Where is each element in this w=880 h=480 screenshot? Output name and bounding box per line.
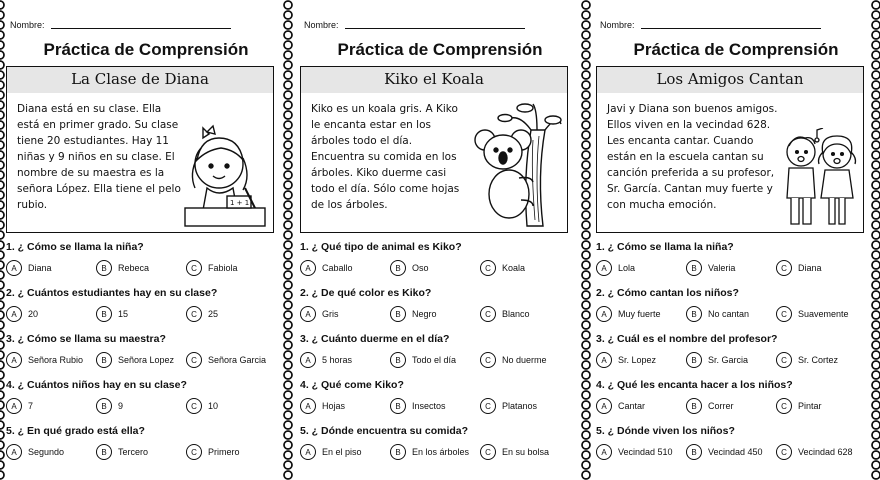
answer-bubble[interactable]: B — [96, 306, 112, 322]
answer-options — [300, 350, 574, 370]
question-text: 5. ¿ Dónde viven los niños? — [596, 425, 735, 437]
answer-option[interactable] — [776, 352, 866, 368]
answer-option[interactable] — [480, 398, 570, 414]
story-line: Kiko es un koala gris. A Kiko — [311, 103, 458, 115]
answer-label: Rebeca — [118, 263, 150, 273]
answer-label: Sr. Cortez — [798, 355, 839, 365]
chain-border-decoration — [580, 0, 592, 480]
answer-options — [6, 304, 280, 324]
answer-label: Cantar — [618, 401, 646, 411]
answer-bubble[interactable]: B — [96, 260, 112, 276]
story-line: con mucha emoción. — [607, 199, 717, 211]
story-box — [596, 93, 864, 233]
answer-label: Koala — [502, 263, 526, 273]
answer-label: Tercero — [118, 447, 149, 457]
question — [596, 286, 870, 332]
answer-option[interactable] — [186, 260, 276, 276]
girl-writing-icon — [183, 118, 269, 228]
answer-option[interactable] — [6, 306, 96, 322]
answer-bubble[interactable]: C — [776, 260, 792, 276]
answer-options — [596, 304, 870, 324]
answer-bubble[interactable]: A — [300, 306, 316, 322]
story-title: Los Amigos Cantan — [596, 66, 864, 94]
chain-border-decoration — [870, 0, 880, 480]
question-list — [6, 240, 280, 470]
answer-option[interactable] — [300, 306, 390, 322]
story-text — [311, 101, 483, 213]
answer-bubble[interactable]: C — [776, 398, 792, 414]
answer-bubble[interactable]: A — [596, 260, 612, 276]
answer-option[interactable] — [480, 260, 570, 276]
question — [6, 332, 280, 378]
answer-label: 25 — [208, 309, 219, 319]
answer-label: Señora Garcia — [208, 355, 267, 365]
story-line: tiene 20 estudiantes. Hay 11 — [17, 135, 169, 147]
answer-bubble[interactable]: B — [96, 352, 112, 368]
answer-options — [6, 350, 280, 370]
story-line: Diana está en su clase. Ella — [17, 103, 162, 115]
story-line: rubio. — [17, 199, 48, 211]
worksheet-la-clase-de-diana — [0, 0, 292, 480]
question-text: 1. ¿ Cómo se llama la niña? — [596, 241, 734, 253]
answer-label: En el piso — [322, 447, 362, 457]
question — [300, 332, 574, 378]
kids-singing-icon — [781, 128, 859, 228]
answer-option[interactable] — [390, 398, 480, 414]
question — [596, 332, 870, 378]
answer-bubble[interactable]: A — [6, 352, 22, 368]
question — [300, 424, 574, 470]
answer-bubble[interactable]: C — [480, 306, 496, 322]
answer-option[interactable] — [96, 352, 186, 368]
answer-options — [6, 258, 280, 278]
answer-bubble[interactable]: A — [6, 444, 22, 460]
story-text — [17, 101, 189, 213]
answer-option[interactable] — [480, 444, 570, 460]
answer-label: Pintar — [798, 401, 822, 411]
koala-on-tree-icon — [471, 100, 563, 228]
answer-option[interactable] — [776, 444, 866, 460]
question — [596, 240, 870, 286]
answer-option[interactable] — [186, 352, 276, 368]
answer-bubble[interactable]: A — [596, 306, 612, 322]
answer-option[interactable] — [186, 306, 276, 322]
story-line: está en primer grado. Su clase — [17, 119, 179, 131]
story-line: señora López. Ella tiene el pelo — [17, 183, 181, 195]
answer-label: Primero — [208, 447, 240, 457]
answer-label: Insectos — [412, 401, 446, 411]
question — [300, 378, 574, 424]
answer-bubble[interactable]: C — [776, 352, 792, 368]
chain-border-decoration — [282, 0, 294, 480]
question-text: 3. ¿ Cómo se llama su maestra? — [6, 333, 166, 345]
answer-bubble[interactable]: C — [186, 444, 202, 460]
answer-label: Todo el día — [412, 355, 457, 365]
question-text: 3. ¿ Cuál es el nombre del profesor? — [596, 333, 778, 345]
answer-option[interactable] — [596, 398, 686, 414]
answer-label: No cantan — [708, 309, 750, 319]
answer-label: Valeria — [708, 263, 736, 273]
answer-option[interactable] — [776, 306, 866, 322]
question-text: 2. ¿ De qué color es Kiko? — [300, 287, 432, 299]
answer-label: Suavemente — [798, 309, 849, 319]
answer-label: Blanco — [502, 309, 530, 319]
answer-option[interactable] — [96, 398, 186, 414]
answer-label: Gris — [322, 309, 339, 319]
answer-bubble[interactable]: C — [776, 306, 792, 322]
answer-bubble[interactable]: A — [6, 306, 22, 322]
question-text: 1. ¿ Qué tipo de animal es Kiko? — [300, 241, 462, 253]
answer-option[interactable] — [390, 352, 480, 368]
answer-option[interactable] — [686, 398, 776, 414]
question-text: 4. ¿ Cuántos niños hay en su clase? — [6, 379, 187, 391]
answer-option[interactable] — [6, 444, 96, 460]
worksheet-heading: Práctica de Comprensión — [43, 40, 249, 59]
answer-bubble[interactable]: C — [186, 352, 202, 368]
story-line: de los árboles. — [311, 199, 388, 211]
story-box — [300, 93, 568, 233]
answer-option[interactable] — [390, 260, 480, 276]
name-label: Nombre: — [304, 20, 339, 30]
question-text: 2. ¿ Cómo cantan los niños? — [596, 287, 739, 299]
answer-bubble[interactable]: B — [390, 398, 406, 414]
answer-bubble[interactable]: A — [300, 260, 316, 276]
answer-option[interactable] — [686, 306, 776, 322]
answer-label: Correr — [708, 401, 734, 411]
question-text: 4. ¿ Qué les encanta hacer a los niños? — [596, 379, 793, 391]
answer-label: Vecindad 510 — [618, 447, 673, 457]
answer-label: Vecindad 628 — [798, 447, 853, 457]
answer-label: Platanos — [502, 401, 538, 411]
answer-bubble[interactable]: A — [596, 444, 612, 460]
answer-option[interactable] — [596, 306, 686, 322]
answer-label: Negro — [412, 309, 437, 319]
answer-option[interactable] — [96, 306, 186, 322]
answer-bubble[interactable]: B — [686, 260, 702, 276]
story-line: árboles todo el día. — [311, 135, 413, 147]
story-title: La Clase de Diana — [6, 66, 274, 94]
answer-options — [596, 258, 870, 278]
answer-label: Sr. Lopez — [618, 355, 657, 365]
answer-option[interactable] — [390, 444, 480, 460]
name-line[interactable] — [345, 28, 525, 29]
answer-option[interactable] — [6, 260, 96, 276]
answer-option[interactable] — [596, 260, 686, 276]
question-list — [300, 240, 574, 470]
answer-bubble[interactable]: B — [96, 398, 112, 414]
story-text — [607, 101, 792, 213]
name-label: Nombre: — [600, 20, 635, 30]
answer-bubble[interactable]: B — [686, 306, 702, 322]
answer-bubble[interactable]: C — [186, 306, 202, 322]
answer-option[interactable] — [776, 398, 866, 414]
story-box — [6, 93, 274, 233]
answer-label: 20 — [28, 309, 39, 319]
answer-option[interactable] — [96, 260, 186, 276]
answer-bubble[interactable]: C — [776, 444, 792, 460]
answer-bubble[interactable]: B — [686, 398, 702, 414]
answer-option[interactable] — [596, 352, 686, 368]
answer-bubble[interactable]: B — [390, 306, 406, 322]
answer-option[interactable] — [686, 352, 776, 368]
answer-options — [300, 258, 574, 278]
answer-bubble[interactable]: A — [6, 398, 22, 414]
story-line: Les encanta cantar. Cuando — [607, 135, 754, 147]
answer-bubble[interactable]: C — [480, 398, 496, 414]
story-line: le encanta estar en los — [311, 119, 431, 131]
answer-bubble[interactable]: C — [480, 352, 496, 368]
answer-label: Diana — [798, 263, 822, 273]
answer-bubble[interactable]: A — [300, 352, 316, 368]
answer-label: Segundo — [28, 447, 65, 457]
answer-option[interactable] — [186, 444, 276, 460]
question — [6, 240, 280, 286]
answer-bubble[interactable]: B — [390, 444, 406, 460]
answer-bubble[interactable]: A — [300, 398, 316, 414]
worksheet-los-amigos-cantan — [590, 0, 880, 480]
answer-bubble[interactable]: C — [186, 398, 202, 414]
answer-option[interactable] — [300, 260, 390, 276]
question-text: 1. ¿ Cómo se llama la niña? — [6, 241, 144, 253]
answer-options — [6, 396, 280, 416]
story-line: Javi y Diana son buenos amigos. — [607, 103, 778, 115]
answer-label: No duerme — [502, 355, 547, 365]
answer-label: Oso — [412, 263, 429, 273]
answer-options — [6, 442, 280, 462]
answer-label: 7 — [28, 401, 34, 411]
answer-label: 10 — [208, 401, 219, 411]
story-line: nombre de su maestra es la — [17, 167, 165, 179]
answer-option[interactable] — [480, 306, 570, 322]
answer-label: 9 — [118, 401, 124, 411]
question-text: 5. ¿ Dónde encuentra su comida? — [300, 425, 469, 437]
story-line: niñas y 9 niños en su clase. El — [17, 151, 175, 163]
answer-bubble[interactable]: B — [686, 444, 702, 460]
name-label: Nombre: — [10, 20, 45, 30]
question-text: 5. ¿ En qué grado está ella? — [6, 425, 145, 437]
answer-bubble[interactable]: B — [390, 352, 406, 368]
name-field — [600, 20, 821, 30]
answer-option[interactable] — [596, 444, 686, 460]
question — [300, 240, 574, 286]
answer-options — [596, 396, 870, 416]
story-line: canción preferida a su profesor, — [607, 167, 775, 179]
answer-label: Vecindad 450 — [708, 447, 763, 457]
name-field — [304, 20, 525, 30]
question-text: 3. ¿ Cuánto duerme en el día? — [300, 333, 450, 345]
name-field — [10, 20, 231, 30]
story-line: Ellos viven en la vecindad 628. — [607, 119, 771, 131]
question-list — [596, 240, 870, 470]
answer-options — [300, 396, 574, 416]
answer-label: 15 — [118, 309, 129, 319]
worksheet-kiko-el-koala — [294, 0, 586, 480]
answer-options — [596, 350, 870, 370]
question — [300, 286, 574, 332]
chain-border-decoration — [0, 0, 6, 480]
answer-label: Fabiola — [208, 263, 238, 273]
answer-label: Lola — [618, 263, 636, 273]
question-text: 2. ¿ Cuántos estudiantes hay en su clase? — [6, 287, 218, 299]
answer-label: Hojas — [322, 401, 346, 411]
name-line[interactable] — [51, 28, 231, 29]
answer-option[interactable] — [96, 444, 186, 460]
answer-bubble[interactable]: C — [480, 260, 496, 276]
story-line: Sr. García. Cantan muy fuerte y — [607, 183, 773, 195]
answer-bubble[interactable]: C — [186, 260, 202, 276]
story-line: todo el día. Sólo come hojas — [311, 183, 460, 195]
answer-option[interactable] — [6, 398, 96, 414]
question-text: 4. ¿ Qué come Kiko? — [300, 379, 404, 391]
answer-options — [300, 304, 574, 324]
answer-option[interactable] — [186, 398, 276, 414]
answer-label: Caballo — [322, 263, 353, 273]
answer-label: Señora Rubio — [28, 355, 84, 365]
question — [6, 424, 280, 470]
name-line[interactable] — [641, 28, 821, 29]
answer-option[interactable] — [776, 260, 866, 276]
answer-label: Sr. Garcia — [708, 355, 749, 365]
answer-label: En su bolsa — [502, 447, 550, 457]
answer-label: Señora Lopez — [118, 355, 175, 365]
answer-option[interactable] — [390, 306, 480, 322]
answer-option[interactable] — [300, 398, 390, 414]
question — [6, 286, 280, 332]
answer-option[interactable] — [300, 444, 390, 460]
answer-label: En los árboles — [412, 447, 470, 457]
answer-bubble[interactable]: A — [6, 260, 22, 276]
question — [596, 424, 870, 470]
story-line: están en la escuela cantan su — [607, 151, 764, 163]
story-line: árboles. Kiko duerme casi — [311, 167, 447, 179]
board-text: 1 + 1 — [230, 199, 250, 207]
question — [6, 378, 280, 424]
answer-label: 5 horas — [322, 355, 353, 365]
answer-option[interactable] — [300, 352, 390, 368]
answer-bubble[interactable]: B — [390, 260, 406, 276]
worksheet-heading: Práctica de Comprensión — [337, 40, 543, 59]
answer-option[interactable] — [686, 260, 776, 276]
answer-bubble[interactable]: A — [300, 444, 316, 460]
answer-bubble[interactable]: A — [596, 352, 612, 368]
answer-option[interactable] — [6, 352, 96, 368]
worksheet-heading: Práctica de Comprensión — [633, 40, 839, 59]
answer-bubble[interactable]: A — [596, 398, 612, 414]
answer-bubble[interactable]: C — [480, 444, 496, 460]
answer-option[interactable] — [480, 352, 570, 368]
answer-option[interactable] — [686, 444, 776, 460]
answer-options — [300, 442, 574, 462]
answer-label: Diana — [28, 263, 52, 273]
answer-bubble[interactable]: B — [96, 444, 112, 460]
answer-label: Muy fuerte — [618, 309, 661, 319]
answer-bubble[interactable]: B — [686, 352, 702, 368]
story-title: Kiko el Koala — [300, 66, 568, 94]
story-line: Encuentra su comida en los — [311, 151, 457, 163]
answer-options — [596, 442, 870, 462]
question — [596, 378, 870, 424]
